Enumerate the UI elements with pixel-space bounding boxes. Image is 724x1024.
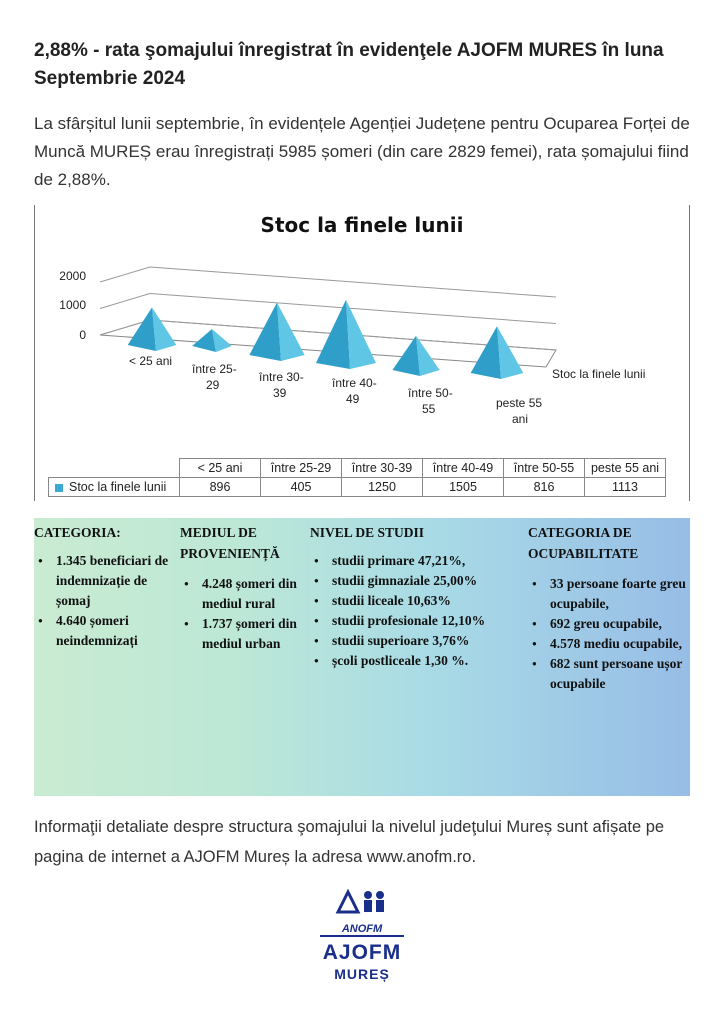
page-title: 2,88% - rata şomajului înregistrat în evidenţele AJOFM MURES în luna Septembrie 2024 [34,40,664,89]
x-tick-label: între 30-39 [259,370,304,400]
list-item: ● 4.640 șomeri neindemnizați [34,611,174,651]
data-table-cell: 405 [261,478,342,497]
pyramid-bar [249,303,281,362]
gridline-side [100,267,150,282]
y-tick-label: 2000 [59,269,86,283]
list-item: ● studii liceale 10,63% [310,591,524,611]
col-categoria-title: CATEGORIA: [34,525,121,540]
chart-container [34,205,690,501]
x-tick-label: între 25-29 [192,362,237,392]
legend-entry [49,478,180,497]
data-table-row [49,478,666,497]
pyramid-bar-face [152,307,176,351]
x-tick-label: < 25 ani [129,354,173,368]
data-table-cell: 1113 [585,478,666,497]
list-item: ● studii gimnaziale 25,00% [310,571,524,591]
x-tick-label: între 50-55 [408,386,453,416]
legend-swatch [55,484,63,492]
col-mediu-title: MEDIUL DE PROVENIENȚĂ [180,525,280,561]
chart-plot [34,205,690,453]
pyramid-bar-face [497,326,523,379]
y-tick-label: 0 [79,328,86,342]
ajofm-logo [300,888,424,982]
logo-main-text: AJOFM [322,941,402,964]
list-item: ● studii primare 47,21%, [310,551,524,571]
col-studii [310,522,524,671]
pyramid-bar-face [277,303,305,362]
legend-label: Stoc la finele lunii [69,480,167,494]
data-table-header: între 25-29 [261,459,342,478]
list-item: ● 1.345 beneficiari de indemnizație de șomaj [34,551,174,611]
col-ocupabilitate-title: CATEGORIA DE OCUPABILITATE [528,525,639,561]
data-table-corner [49,459,180,478]
pyramid-bar [128,307,156,351]
list-item: ● studii profesionale 12,10% [310,611,524,631]
logo-small-text: ANOFM [320,923,404,937]
gridline [150,267,556,297]
footer-text: Informaţii detaliate despre structura şomajului la nivelul judeţului Mureș sunt afișate pe pagina de internet a AJOFM Mureș la adresa www.anofm.ro. [34,818,665,866]
data-table [48,458,666,497]
col-studii-title: NIVEL DE STUDII [310,525,425,540]
list-item: ● 692 greu ocupabile, [528,614,688,634]
logo-sub-text: MUREȘ [334,966,390,982]
data-table-header: între 40-49 [423,459,504,478]
list-item: ● 4.248 șomeri din mediul rural [180,574,300,614]
y-tick-label: 1000 [59,298,86,312]
data-table-cell: 896 [180,478,261,497]
pyramid-bar-face [416,336,440,376]
col-categoria [34,522,174,651]
data-table-header: peste 55 ani [585,459,666,478]
col-mediu [180,522,300,654]
x-tick-label: între 40-49 [332,376,377,406]
intro-paragraph: La sfârșitul lunii septembrie, în evidențele Agenției Județene pentru Ocuparea Forței de Muncă MUREȘ erau înregistrați 5985 șomeri (din care 2829 femei), rata șomajului fiind de 2,88%. [34,114,690,189]
people-icon [332,888,392,918]
x-tick-label: peste 55 ani [496,396,543,426]
pyramid-bar [316,300,350,369]
pyramid-bar [192,329,216,352]
list-item: ● școli postliceale 1,30 %. [310,651,524,671]
data-table-header: < 25 ani [180,459,261,478]
series-axis-label: Stoc la finele lunii [552,367,646,381]
list-item: ● 1.737 șomeri din mediul urban [180,614,300,654]
list-item: ● 33 persoane foarte greu ocupabile, [528,574,688,614]
gridline-side [100,294,150,309]
chart-title: Stoc la finele lunii [260,213,464,237]
info-panel [34,518,690,796]
data-table-cell: 816 [504,478,585,497]
data-table-header: între 30-39 [342,459,423,478]
list-item: ● studii superioare 3,76% [310,631,524,651]
col-ocupabilitate [528,522,688,694]
data-table-cell: 1250 [342,478,423,497]
list-item: ● 4.578 mediu ocupabile, [528,634,688,654]
data-table-header: între 50-55 [504,459,585,478]
list-item: ● 682 sunt persoane ușor ocupabile [528,654,688,694]
pyramid-bar [471,326,501,379]
data-table-cell: 1505 [423,478,504,497]
data-table-header-row [49,459,666,478]
